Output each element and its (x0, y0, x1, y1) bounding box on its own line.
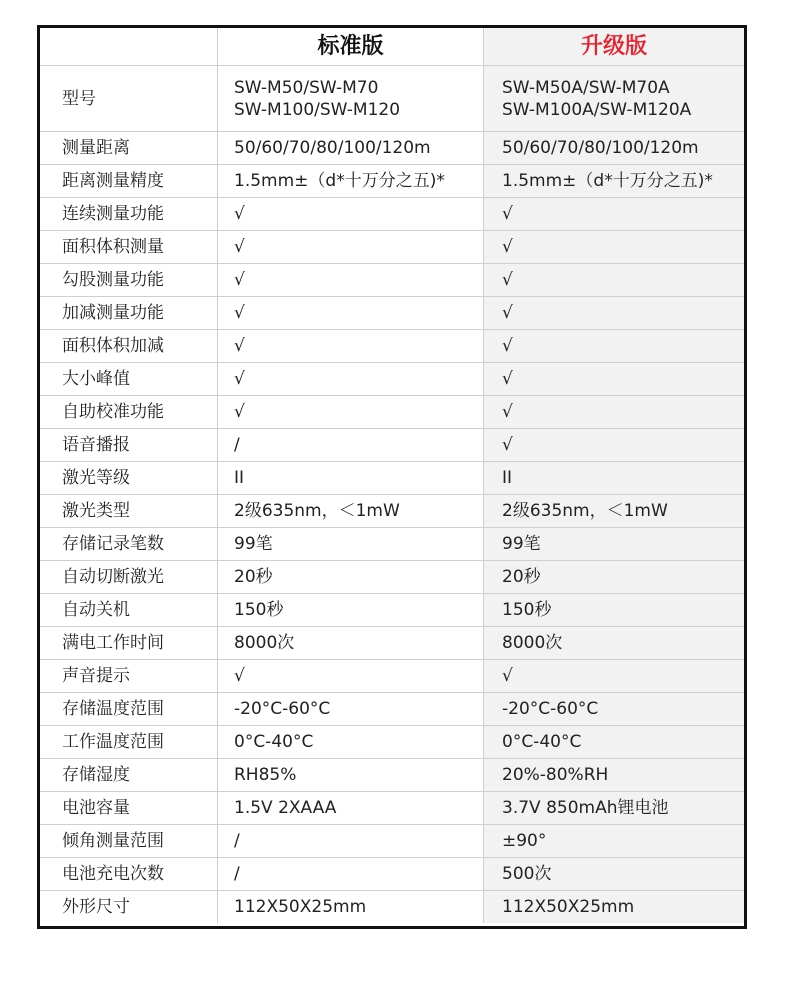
table-row (40, 890, 744, 923)
spec-upgrade-value: 0°C-40°C (484, 726, 744, 758)
table-row (40, 527, 744, 560)
spec-upgrade-value: 3.7V 850mAh锂电池 (484, 792, 744, 824)
spec-upgrade-value: √ (484, 198, 744, 230)
spec-upgrade-value: √ (484, 660, 744, 692)
table-row (40, 692, 744, 725)
spec-standard-value: / (218, 858, 484, 890)
spec-upgrade-value: 99笔 (484, 528, 744, 560)
spec-label: 声音提示 (40, 660, 218, 692)
spec-standard-value: √ (218, 231, 484, 263)
spec-standard-value: √ (218, 198, 484, 230)
model-upgrade-line-1: SW-M50A/SW-M70A (502, 77, 670, 98)
model-standard-line-1: SW-M50/SW-M70 (234, 77, 379, 98)
table-row (40, 461, 744, 494)
spec-comparison-table (37, 25, 747, 929)
spec-label: 面积体积测量 (40, 231, 218, 263)
spec-upgrade-value: 50/60/70/80/100/120m (484, 132, 744, 164)
spec-standard-value: -20°C-60°C (218, 693, 484, 725)
table-row (40, 263, 744, 296)
table-row (40, 560, 744, 593)
spec-upgrade-value: √ (484, 363, 744, 395)
spec-label: 语音播报 (40, 429, 218, 461)
spec-upgrade-value: √ (484, 330, 744, 362)
spec-standard-value: 50/60/70/80/100/120m (218, 132, 484, 164)
spec-standard-value: 2级635nm，＜1mW (218, 495, 484, 527)
spec-standard-value: / (218, 429, 484, 461)
spec-standard-value: 112X50X25mm (218, 891, 484, 923)
table-row (40, 428, 744, 461)
table-row (40, 296, 744, 329)
spec-upgrade-value: -20°C-60°C (484, 693, 744, 725)
spec-label: 满电工作时间 (40, 627, 218, 659)
table-row (40, 659, 744, 692)
spec-label: 存储温度范围 (40, 693, 218, 725)
spec-standard-value: √ (218, 660, 484, 692)
spec-standard-value: / (218, 825, 484, 857)
spec-standard-value: √ (218, 330, 484, 362)
spec-label: 激光等级 (40, 462, 218, 494)
spec-upgrade-value: √ (484, 396, 744, 428)
spec-upgrade-value: 1.5mm±（d*十万分之五)* (484, 165, 744, 197)
header-standard-version: 标准版 (218, 28, 484, 65)
table-row (40, 197, 744, 230)
spec-standard-value: 150秒 (218, 594, 484, 626)
model-row (40, 65, 744, 131)
spec-label: 测量距离 (40, 132, 218, 164)
table-row (40, 395, 744, 428)
table-row (40, 791, 744, 824)
spec-standard-value: 8000次 (218, 627, 484, 659)
spec-standard-value: 0°C-40°C (218, 726, 484, 758)
spec-label: 倾角测量范围 (40, 825, 218, 857)
spec-label: 外形尺寸 (40, 891, 218, 923)
table-row (40, 131, 744, 164)
spec-upgrade-value: 20%-80%RH (484, 759, 744, 791)
table-row (40, 329, 744, 362)
spec-upgrade-value: 500次 (484, 858, 744, 890)
spec-label: 电池容量 (40, 792, 218, 824)
spec-label: 存储湿度 (40, 759, 218, 791)
spec-standard-value: RH85% (218, 759, 484, 791)
spec-standard-value: 1.5V 2XAAA (218, 792, 484, 824)
spec-upgrade-value: √ (484, 264, 744, 296)
spec-label: 激光类型 (40, 495, 218, 527)
table-row (40, 164, 744, 197)
model-label: 型号 (40, 66, 218, 131)
spec-standard-value: √ (218, 297, 484, 329)
spec-label: 加减测量功能 (40, 297, 218, 329)
spec-upgrade-value: 112X50X25mm (484, 891, 744, 923)
spec-upgrade-value: √ (484, 231, 744, 263)
model-upgrade-cell (484, 66, 744, 131)
spec-standard-value: √ (218, 363, 484, 395)
table-row (40, 758, 744, 791)
table-row (40, 824, 744, 857)
spec-label: 大小峰值 (40, 363, 218, 395)
spec-label: 面积体积加减 (40, 330, 218, 362)
table-header-row (40, 28, 744, 65)
spec-upgrade-value: 150秒 (484, 594, 744, 626)
spec-label: 勾股测量功能 (40, 264, 218, 296)
spec-upgrade-value: II (484, 462, 744, 494)
spec-standard-value: 99笔 (218, 528, 484, 560)
table-row (40, 725, 744, 758)
spec-upgrade-value: 8000次 (484, 627, 744, 659)
spec-label: 工作温度范围 (40, 726, 218, 758)
spec-rows (40, 131, 744, 923)
spec-upgrade-value: √ (484, 429, 744, 461)
spec-label: 自助校准功能 (40, 396, 218, 428)
table-row (40, 593, 744, 626)
spec-label: 自动切断激光 (40, 561, 218, 593)
table-row (40, 230, 744, 263)
model-standard-cell (218, 66, 484, 131)
spec-upgrade-value: ±90° (484, 825, 744, 857)
spec-standard-value: 20秒 (218, 561, 484, 593)
spec-label: 自动关机 (40, 594, 218, 626)
header-corner-cell (40, 28, 218, 65)
spec-standard-value: √ (218, 396, 484, 428)
spec-standard-value: √ (218, 264, 484, 296)
spec-standard-value: II (218, 462, 484, 494)
table-row (40, 626, 744, 659)
table-row (40, 494, 744, 527)
spec-label: 距离测量精度 (40, 165, 218, 197)
spec-upgrade-value: 20秒 (484, 561, 744, 593)
header-upgrade-version: 升级版 (484, 28, 744, 65)
spec-label: 连续测量功能 (40, 198, 218, 230)
spec-upgrade-value: √ (484, 297, 744, 329)
model-upgrade-line-2: SW-M100A/SW-M120A (502, 99, 692, 120)
spec-label: 存储记录笔数 (40, 528, 218, 560)
spec-upgrade-value: 2级635nm，＜1mW (484, 495, 744, 527)
table-row (40, 857, 744, 890)
spec-standard-value: 1.5mm±（d*十万分之五)* (218, 165, 484, 197)
table-row (40, 362, 744, 395)
model-standard-line-2: SW-M100/SW-M120 (234, 99, 401, 120)
spec-label: 电池充电次数 (40, 858, 218, 890)
